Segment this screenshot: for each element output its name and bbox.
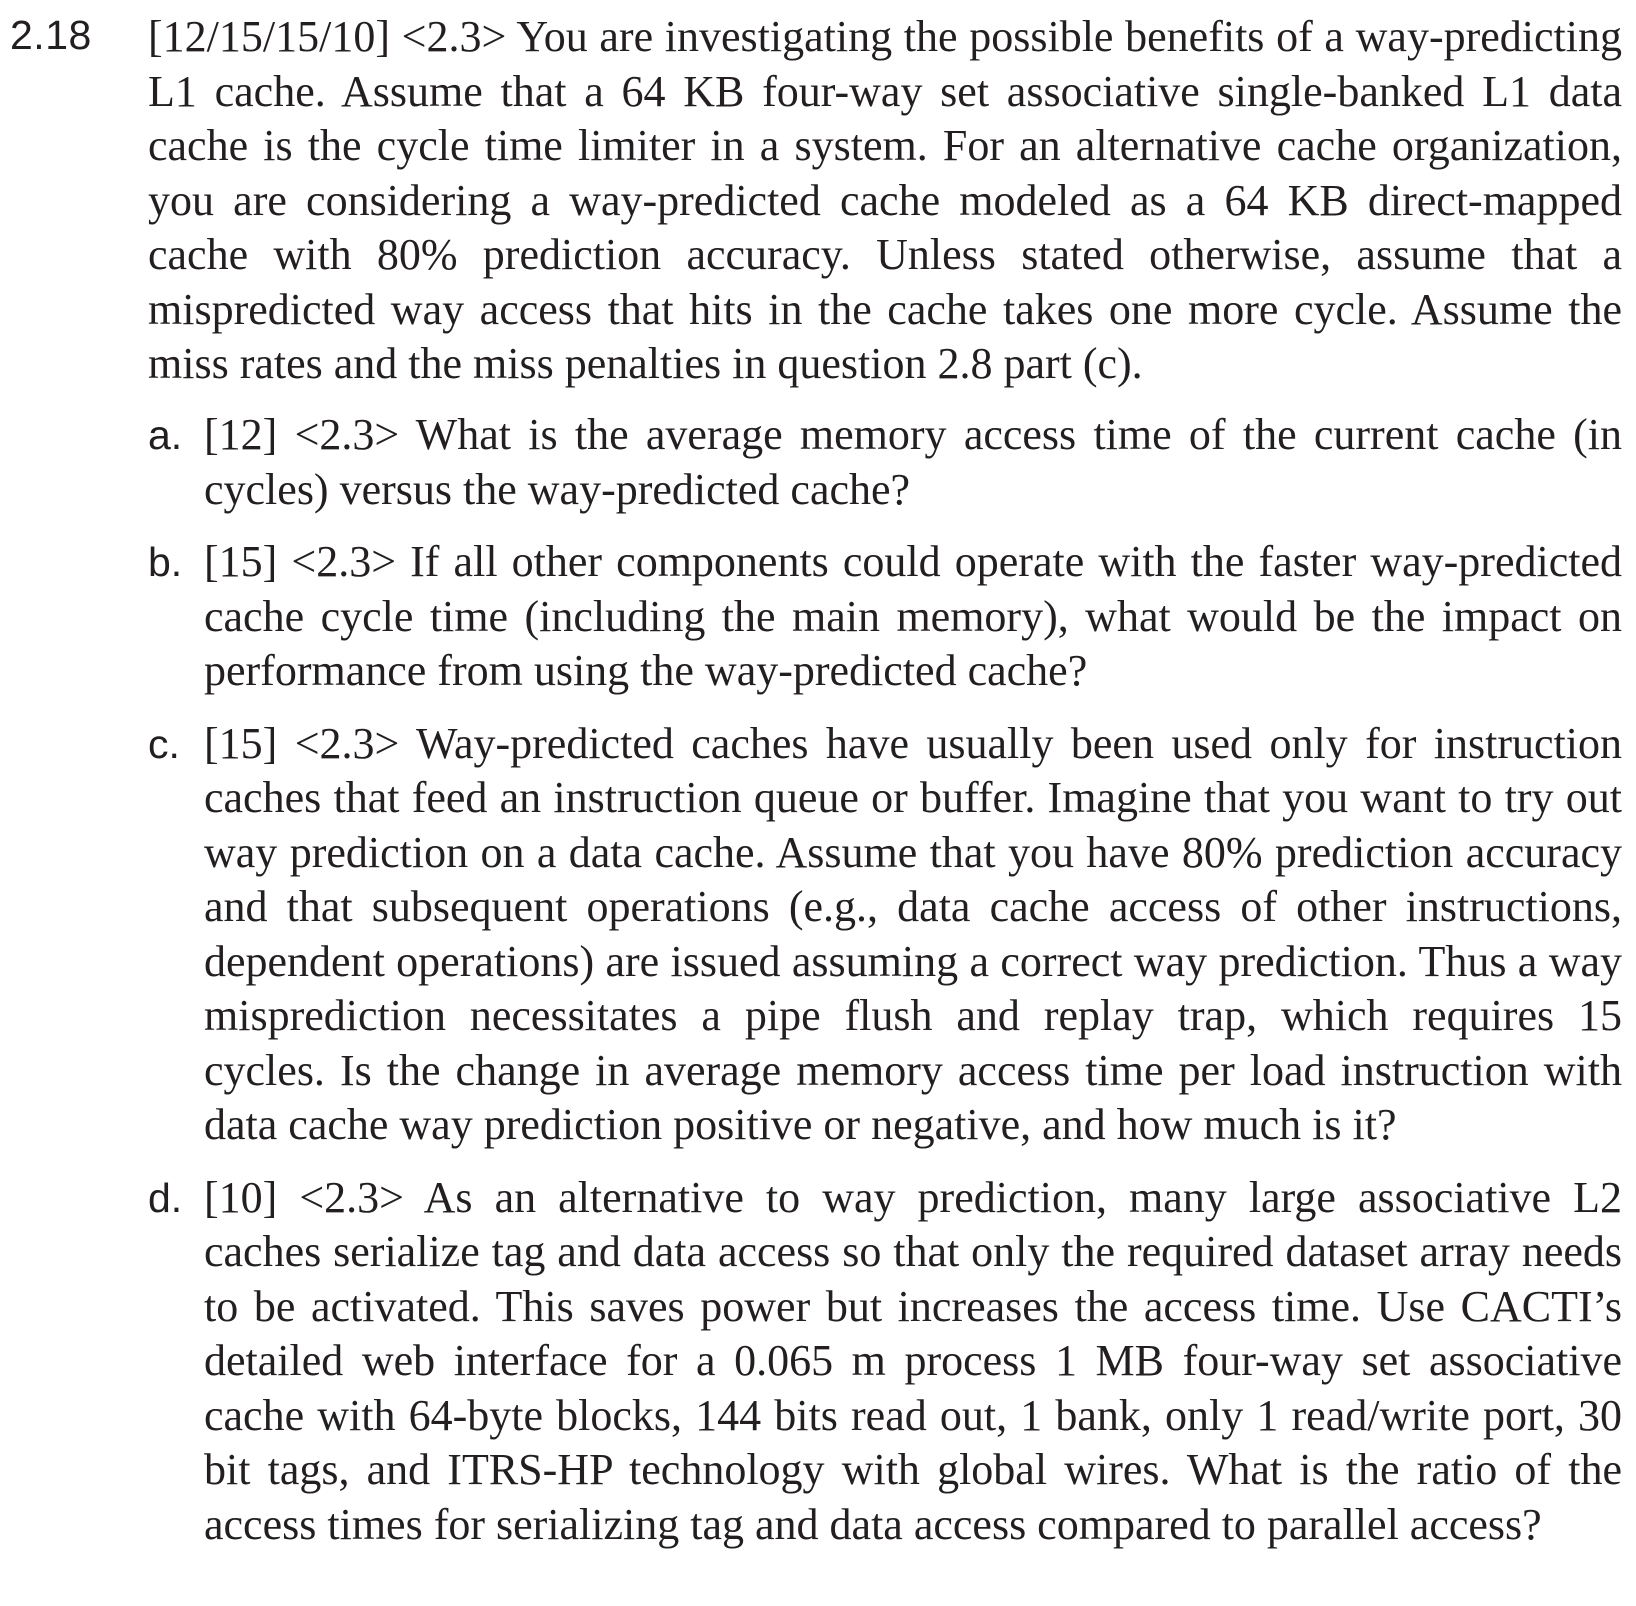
exercise-parts — [148, 408, 1622, 1570]
part-b-letter: b. — [148, 539, 183, 585]
part-a — [148, 408, 1622, 517]
part-d-text: [10] <2.3> As an alternative to way prediction, many large associative L2 caches serialize tag and data access so that only the required dataset array needs to be activated. This saves power but increases the access time. Use CACTI’s detailed web interface for a 0.065 m process 1 MB four-way set associative cache with 64-byte blocks, 144 bits read out, 1 bank, only 1 read/write port, 30 bit tags, and ITRS-HP technology with global wires. What is the ratio of the access times for serializing tag and data access compared to parallel access? — [204, 1172, 1622, 1549]
part-b — [148, 535, 1622, 699]
part-c-letter: c. — [148, 720, 180, 767]
exercise-intro: [12/15/15/10] <2.3> You are investigating the possible benefits of a way-predicting L1 cache. Assume that a 64 KB four-way set associative single-banked L1 data cache is the cycle time limiter in a system. For an alternative cache organization, you are considering a way-predicted cache modeled as a 64 KB direct-mapped cache with 80% prediction accuracy. Unless stated otherwise, assume that a mispredicted way access that hits in the cache takes one more cycle. Assume the miss rates and the miss penalties in question 2.8 part (c). — [148, 12, 1622, 388]
part-d — [148, 1171, 1622, 1553]
part-c — [148, 717, 1622, 1153]
part-a-letter: a. — [148, 412, 183, 458]
exercise-number: 2.18 — [10, 12, 92, 58]
part-a-text: [12] <2.3> What is the average memory access time of the current cache (in cycles) versus the way-predicted cache? — [204, 410, 1622, 514]
part-c-text: [15] <2.3> Way-predicted caches have usually been used only for instruction caches that feed an instruction queue or buffer. Imagine that you want to try out way prediction on a data cache. Assume that you have 80% prediction accuracy and that subsequent operations (e.g., data cache access of other instructions, dependent operations) are issued assuming a correct way prediction. Thus a way misprediction necessitates a pipe flush and replay trap, which requires 15 cycles. Is the change in average memory access time per load instruction with data cache way prediction positive or negative, and how much is it? — [204, 718, 1622, 1149]
part-b-text: [15] <2.3> If all other components could operate with the faster way-predicted cache cycle time (including the main memory), what would be the impact on performance from using the way-predicted cache? — [204, 537, 1622, 695]
part-d-letter: d. — [148, 1174, 183, 1221]
